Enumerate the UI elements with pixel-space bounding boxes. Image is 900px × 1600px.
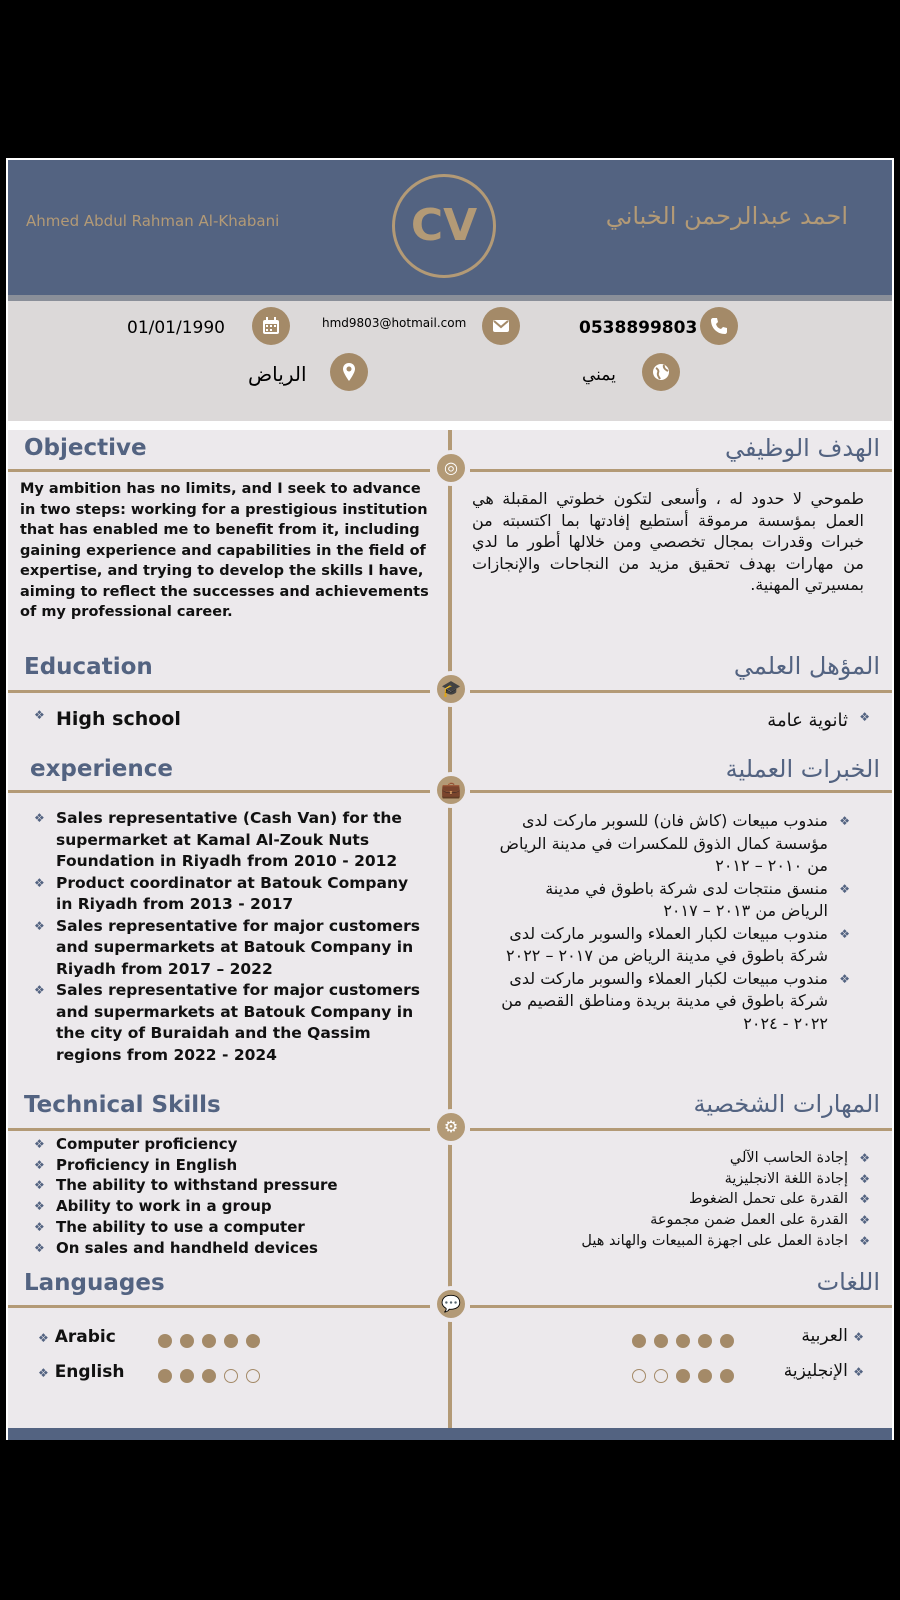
section-rule [470,469,892,472]
language-rating-arabic-en [154,1330,264,1349]
section-rule [8,469,430,472]
skill-item-en: ❖ Computer proficiency [34,1134,424,1155]
phone-icon [700,307,738,345]
rating-dot-filled [698,1334,712,1348]
rating-dot-filled [654,1334,668,1348]
language-rating-english-ar [628,1365,738,1384]
rating-dot-empty [246,1369,260,1383]
skills-list-en [34,1134,424,1258]
city: الرياض [248,362,307,386]
language-rating-arabic-ar [628,1330,738,1349]
languages-title-ar: اللغات [816,1268,880,1296]
rating-dot-filled [202,1369,216,1383]
rating-dot-filled [180,1369,194,1383]
skill-item-ar: ❖ القدرة على العمل ضمن مجموعة [510,1210,870,1231]
cv-badge: CV [392,174,496,278]
calendar-icon [252,307,290,345]
skills-list-ar [510,1148,870,1252]
head-gear-icon: ⚙ [433,1109,469,1145]
experience-item-en: ❖ Product coordinator at Batouk Company in Riyadh from 2013 - 2017 [34,873,424,916]
footer-bar [8,1428,892,1440]
section-rule [8,1128,430,1131]
name-english: Ahmed Abdul Rahman Al-Khabani [26,212,280,230]
skill-item-en: ❖ Proficiency in English [34,1155,424,1176]
experience-item-ar: ❖ منسق منتجات لدى شركة باطوق في مدينة الرياض من ٢٠١٣ – ٢٠١٧ [498,878,850,923]
rating-dot-filled [720,1334,734,1348]
skill-item-ar: ❖ القدرة على تحمل الضغوط [510,1189,870,1210]
experience-title-en: experience [30,756,173,782]
location-pin-icon [330,353,368,391]
rating-dot-filled [676,1334,690,1348]
nationality: يمني [582,365,616,385]
header-banner [8,160,892,295]
rating-dot-filled [720,1369,734,1383]
phone[interactable]: 0538899803 [579,318,698,338]
experience-list-ar [498,810,850,1035]
skill-item-ar: ❖ اجادة العمل على اجهزة المبيعات والهاند هيل [510,1231,870,1252]
rating-dot-filled [698,1369,712,1383]
rating-dot-empty [632,1369,646,1383]
language-row-ar: ❖ العربية [801,1326,864,1346]
rating-dot-filled [224,1334,238,1348]
section-rule [8,1305,430,1308]
language-name-en: Arabic [54,1327,116,1347]
rating-dot-filled [202,1334,216,1348]
experience-item-en: ❖ Sales representative for major customers and supermarkets at Batouk Company in Riyadh from 2017 – 2022 [34,916,424,981]
education-item-en: ❖ High school [34,708,424,730]
language-row-en: ❖ English [38,1362,125,1382]
skill-item-en: ❖ The ability to use a computer [34,1217,424,1238]
languages-title-en: Languages [24,1270,165,1296]
target-icon: ◎ [433,450,469,486]
skill-item-en: ❖ On sales and handheld devices [34,1238,424,1259]
name-arabic: احمد عبدالرحمن الخباني [605,202,848,230]
education-item-ar: ❖ ثانوية عامة [480,710,870,731]
language-name-en: English [54,1362,125,1382]
experience-title-ar: الخبرات العملية [725,755,880,783]
objective-text-en: My ambition has no limits, and I seek to advance in two steps: working for a prestigious institution that has enabled me to benefit from it, including gaining experience and capabilities in the field of expertise, and trying to develop the skills I have, aiming to reflect the successes and achievements of my professional career. [20,481,429,620]
experience-item-en: ❖ Sales representative (Cash Van) for the supermarket at Kamal Al-Zouk Nuts Foundation in Riyadh from 2010 - 2012 [34,808,424,873]
skills-title-ar: المهارات الشخصية [693,1090,880,1118]
language-row-ar: ❖ الإنجليزية [783,1361,864,1381]
section-rule [470,690,892,693]
mail-icon [482,307,520,345]
skill-item-ar: ❖ إجادة اللغة الانجليزية [510,1169,870,1190]
experience-item-ar: ❖ مندوب مبيعات (كاش فان) للسوبر ماركت لدى مؤسسة كمال الذوق للمكسرات في مدينة الرياض من ٢٠١٠ – ٢٠١٢ [498,810,850,878]
education-list-en [34,708,424,730]
objective-text-ar: طموحي لا حدود له ، وأسعى لتكون خطوتي المقبلة هي العمل بمؤسسة مرموقة أستطيع إفادتها بما اكتسبته من خبرات وقدرات بمجال تخصصي ومن خلالها أطور ما لدي من مهارات بهدف تحقيق مزيد من النجاحات والإنجازات بمسيرتي المهنية. [472,489,864,594]
section-rule [470,1128,892,1131]
education-title-ar: المؤهل العلمي [733,652,880,680]
email[interactable]: hmd9803@hotmail.com [322,316,467,330]
graduation-cap-icon: 🎓 [433,671,469,707]
rating-dot-filled [180,1334,194,1348]
skill-item-ar: ❖ إجادة الحاسب الآلي [510,1148,870,1169]
section-rule [470,1305,892,1308]
experience-list-en [34,808,424,1066]
rating-dot-filled [632,1334,646,1348]
experience-item-ar: ❖ مندوب مبيعات لكبار العملاء والسوبر ماركت لدى شركة باطوق في مدينة الرياض من ٢٠١٧ – ٢٠٢٢ [498,923,850,968]
experience-item-ar: ❖ مندوب مبيعات لكبار العملاء والسوبر ماركت لدى شركة باطوق في مدينة بريدة ومناطق القصيم من ٢٠٢٢ - ٢٠٢٤ [498,968,850,1036]
rating-dot-filled [158,1369,172,1383]
language-rating-english-en [154,1365,264,1384]
language-name-ar: العربية [801,1326,848,1346]
rating-dot-empty [224,1369,238,1383]
education-list-ar [480,710,870,731]
section-rule [470,790,892,793]
skills-title-en: Technical Skills [24,1092,221,1118]
cv-sheet [6,158,894,1440]
skill-item-en: ❖ The ability to withstand pressure [34,1175,424,1196]
section-rule [8,790,430,793]
globe-icon [642,353,680,391]
objective-title-en: Objective [24,435,147,461]
experience-item-en: ❖ Sales representative for major customers and supermarkets at Batouk Company in the city of Buraidah and the Qassim regions from 2022 - 2024 [34,980,424,1066]
speech-bubbles-icon: 💬 [433,1286,469,1322]
contact-band [8,301,892,421]
language-name-ar: الإنجليزية [783,1361,848,1381]
section-rule [8,690,430,693]
objective-title-ar: الهدف الوظيفي [724,434,880,462]
birthdate: 01/01/1990 [127,318,225,338]
briefcase-icon: 💼 [433,772,469,808]
rating-dot-empty [654,1369,668,1383]
skill-item-en: ❖ Ability to work in a group [34,1196,424,1217]
language-row-en: ❖ Arabic [38,1327,116,1347]
rating-dot-filled [246,1334,260,1348]
education-title-en: Education [24,654,153,680]
rating-dot-filled [158,1334,172,1348]
rating-dot-filled [676,1369,690,1383]
